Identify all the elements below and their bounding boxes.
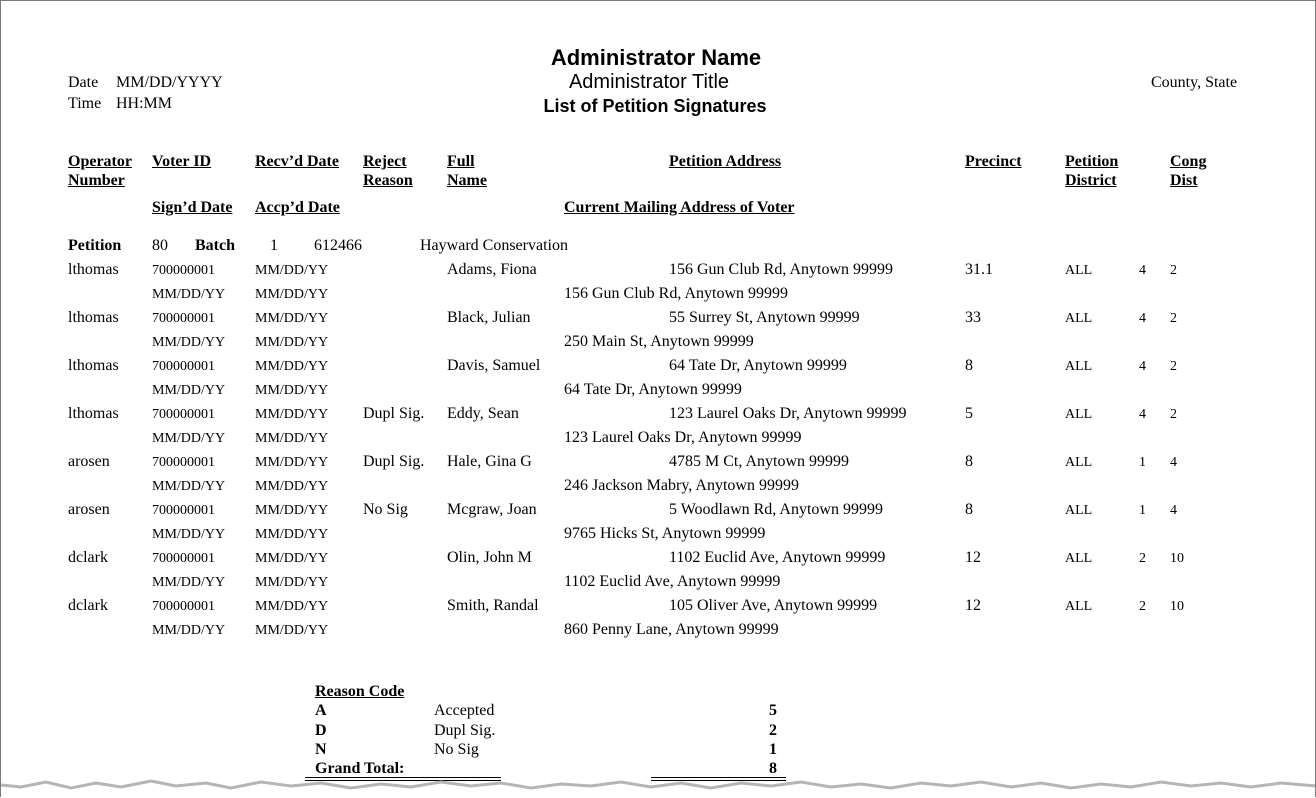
cong-dist: 2 [1170,263,1177,278]
current-mailing-address: 64 Tate Dr, Anytown 99999 [564,381,742,398]
petition-address: 4785 M Ct, Anytown 99999 [669,453,850,470]
county-state: County, State [1151,74,1238,91]
operator-number: lthomas [68,309,119,326]
reason-count: 5 [769,702,777,719]
cong-dist: 4 [1170,455,1177,470]
col-voter-id: Voter ID [152,153,212,170]
col-reject-line1: Reject [363,153,407,170]
col-district-line1: Petition [1065,153,1119,170]
voter-id: 700000001 [152,311,215,326]
signd-date: MM/DD/YY [152,431,226,446]
precinct: 8 [965,357,973,374]
recvd-date: MM/DD/YY [255,311,329,326]
petition-label: Petition [68,237,122,254]
signd-date: MM/DD/YY [152,527,226,542]
cong-dist: 10 [1170,551,1184,566]
signd-date: MM/DD/YY [152,287,226,302]
voter-id: 700000001 [152,599,215,614]
col-recvd-date: Recv’d Date [255,153,339,170]
reason-code: A [315,702,327,719]
current-mailing-address: 1102 Euclid Ave, Anytown 99999 [564,573,781,590]
operator-number: arosen [68,453,110,470]
district-number: 1 [1139,503,1146,518]
col-operator-line1: Operator [68,153,132,170]
administrator-name: Administrator Name [550,45,762,70]
torn-edge [1,771,1316,797]
accpd-date: MM/DD/YY [255,287,329,302]
current-mailing-address: 250 Main St, Anytown 99999 [564,333,754,350]
col-accpd-date: Accp’d Date [255,199,340,216]
recvd-date: MM/DD/YY [255,455,329,470]
reason-label: Dupl Sig. [434,721,496,739]
cong-dist: 10 [1170,599,1184,614]
voter-id: 700000001 [152,503,215,518]
petition-district: ALL [1065,407,1093,422]
precinct: 12 [965,597,981,614]
petition-address: 64 Tate Dr, Anytown 99999 [669,357,847,374]
col-cong-line1: Cong [1170,153,1207,170]
operator-number: arosen [68,501,110,518]
current-mailing-address: 860 Penny Lane, Anytown 99999 [564,621,779,638]
reason-code: N [315,741,327,758]
district-number: 4 [1139,263,1146,278]
current-mailing-address: 9765 Hicks St, Anytown 99999 [564,525,766,542]
col-signd-date: Sign’d Date [152,199,233,216]
current-mailing-address: 123 Laurel Oaks Dr, Anytown 99999 [564,429,802,446]
reason-label: Accepted [434,702,495,719]
col-petition-district [1065,152,1118,190]
operator-number: lthomas [68,357,119,374]
accpd-date: MM/DD/YY [255,479,329,494]
accpd-date: MM/DD/YY [255,383,329,398]
precinct: 5 [965,405,973,422]
petition-district: ALL [1065,263,1093,278]
col-cong-dist [1170,152,1206,190]
precinct: 8 [965,453,973,470]
reason-count: 1 [769,741,777,758]
district-number: 4 [1139,311,1146,326]
recvd-date: MM/DD/YY [255,359,329,374]
voter-id: 700000001 [152,455,215,470]
time-label: Time [68,95,102,112]
signd-date: MM/DD/YY [152,575,226,590]
col-district-line2: District [1065,172,1117,189]
reject-reason: No Sig [363,501,408,518]
recvd-date: MM/DD/YY [255,407,329,422]
recvd-date: MM/DD/YY [255,599,329,614]
precinct: 8 [965,501,973,518]
grand-total-count: 8 [769,760,777,777]
current-mailing-address: 246 Jackson Mabry, Anytown 99999 [564,477,799,494]
full-name: Davis, Samuel [447,357,541,374]
col-name-line1: Full [447,153,475,170]
precinct: 33 [965,309,981,326]
signd-date: MM/DD/YY [152,479,226,494]
current-mailing-address: 156 Gun Club Rd, Anytown 99999 [564,285,789,302]
batch-number: 1 [270,237,278,254]
reason-code-heading: Reason Code [315,683,405,700]
time-value: HH:MM [116,95,173,112]
cong-dist: 2 [1170,407,1177,422]
petition-district: ALL [1065,359,1093,374]
petition-district: ALL [1065,503,1093,518]
full-name: Hale, Gina G [447,453,532,470]
district-number: 1 [1139,455,1146,470]
accpd-date: MM/DD/YY [255,335,329,350]
petition-district: ALL [1065,551,1093,566]
voter-id: 700000001 [152,263,215,278]
precinct: 31.1 [965,261,993,278]
date-label: Date [68,74,99,91]
full-name: Black, Julian [447,309,531,326]
petition-district: ALL [1065,599,1093,614]
petition-name: Hayward Conservation [420,237,568,254]
col-operator-number [68,152,132,190]
operator-number: lthomas [68,405,119,422]
date-value: MM/DD/YYYY [116,74,223,91]
col-name-line2: Name [447,172,487,189]
operator-number: lthomas [68,261,119,278]
full-name: Eddy, Sean [447,405,519,422]
reason-label: No Sig [434,741,479,758]
grand-total-label: Grand Total: [315,760,405,777]
operator-number: dclark [68,597,108,614]
accpd-date: MM/DD/YY [255,431,329,446]
operator-number: dclark [68,549,108,566]
accpd-date: MM/DD/YY [255,527,329,542]
petition-code: 612466 [314,237,362,254]
voter-id: 700000001 [152,359,215,374]
petition-address: 156 Gun Club Rd, Anytown 99999 [669,261,894,278]
col-operator-line2: Number [68,172,125,189]
cong-dist: 4 [1170,503,1177,518]
signd-date: MM/DD/YY [152,623,226,638]
petition-address: 123 Laurel Oaks Dr, Anytown 99999 [669,405,907,422]
cong-dist: 2 [1170,311,1177,326]
col-precinct: Precinct [965,153,1022,170]
recvd-date: MM/DD/YY [255,503,329,518]
district-number: 4 [1139,359,1146,374]
col-petition-address: Petition Address [669,153,782,170]
petition-address: 55 Surrey St, Anytown 99999 [669,309,860,326]
reason-code: D [315,721,327,739]
reason-count: 2 [769,721,777,739]
full-name: Smith, Randal [447,597,539,614]
cong-dist: 2 [1170,359,1177,374]
petition-address: 5 Woodlawn Rd, Anytown 99999 [669,501,883,518]
full-name: Olin, John M [447,549,532,566]
petition-district: ALL [1065,455,1093,470]
signd-date: MM/DD/YY [152,383,226,398]
recvd-date: MM/DD/YY [255,263,329,278]
col-reject-line2: Reason [363,172,413,189]
col-reject-reason [363,152,413,190]
voter-id: 700000001 [152,551,215,566]
petition-address: 1102 Euclid Ave, Anytown 99999 [669,549,886,566]
batch-label: Batch [195,237,235,254]
report-title: List of Petition Signatures [543,96,767,116]
district-number: 4 [1139,407,1146,422]
recvd-date: MM/DD/YY [255,551,329,566]
district-number: 2 [1139,599,1146,614]
reject-reason: Dupl Sig. [363,405,425,422]
petition-district: ALL [1065,311,1093,326]
precinct: 12 [965,549,981,566]
petition-number: 80 [152,237,168,254]
col-cong-line2: Dist [1170,172,1198,189]
accpd-date: MM/DD/YY [255,623,329,638]
petition-address: 105 Oliver Ave, Anytown 99999 [669,597,878,614]
signd-date: MM/DD/YY [152,335,226,350]
reject-reason: Dupl Sig. [363,453,425,470]
administrator-title: Administrator Title [568,71,730,93]
accpd-date: MM/DD/YY [255,575,329,590]
full-name: Adams, Fiona [447,261,537,278]
col-current-mailing: Current Mailing Address of Voter [564,199,795,216]
col-full-name [447,152,487,190]
voter-id: 700000001 [152,407,215,422]
district-number: 2 [1139,551,1146,566]
full-name: Mcgraw, Joan [447,501,537,518]
